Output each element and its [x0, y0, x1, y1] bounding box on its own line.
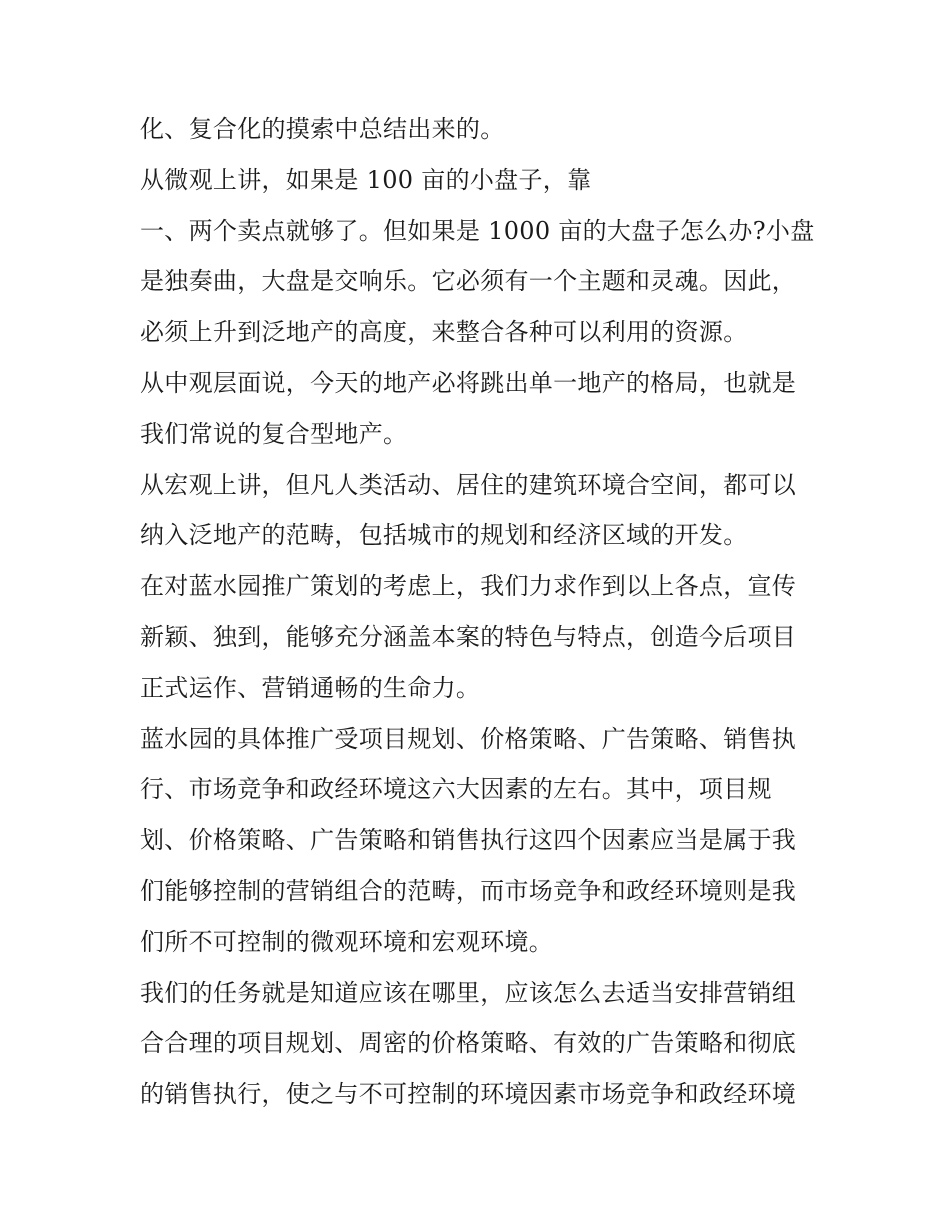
text-line: 化、复合化的摸索中总结出来的。 — [140, 115, 505, 143]
text-line: 纳入泛地产的范畴，包括城市的规划和经济区域的开发。 — [140, 521, 748, 550]
text-line: 行、市场竞争和政经环境这六大因素的左右。其中，项目规 — [140, 775, 772, 804]
text-line: 一、两个卖点就够了。但如果是 1000 亩的大盘子怎么办?小盘 — [140, 216, 815, 245]
text-line: 从中观层面说，今天的地产必将跳出单一地产的格局，也就是 — [140, 368, 797, 397]
text-line: 们能够控制的营销组合的范畴，而市场竞争和政经环境则是我 — [140, 876, 797, 905]
text-line: 我们常说的复合型地产。 — [140, 419, 408, 448]
text-line: 是独奏曲，大盘是交响乐。它必须有一个主题和灵魂。因此， — [140, 267, 797, 296]
text-line: 合合理的项目规划、周密的价格策略、有效的广告策略和彻底 — [140, 1029, 797, 1058]
text-line: 从宏观上讲，但凡人类活动、居住的建筑环境合空间，都可以 — [140, 470, 797, 499]
text-line: 必须上升到泛地产的高度，来整合各种可以利用的资源。 — [140, 318, 748, 347]
text-line: 我们的任务就是知道应该在哪里，应该怎么去适当安排营销组 — [140, 978, 797, 1007]
text-line: 的销售执行，使之与不可控制的环境因素市场竞争和政经环境 — [140, 1080, 797, 1109]
text-line: 新颖、独到，能够充分涵盖本案的特色与特点，创造今后项目 — [140, 622, 797, 651]
text-line: 从微观上讲，如果是 100 亩的小盘子，靠 — [140, 165, 592, 194]
body-text — [140, 104, 830, 1120]
text-line: 们所不可控制的微观环境和宏观环境。 — [140, 927, 554, 956]
text-line: 在对蓝水园推广策划的考虑上，我们力求作到以上各点，宣传 — [140, 572, 797, 601]
text-line: 正式运作、营销通畅的生命力。 — [140, 673, 481, 702]
text-line: 划、价格策略、广告策略和销售执行这四个因素应当是属于我 — [140, 826, 797, 855]
text-line: 蓝水园的具体推广受项目规划、价格策略、广告策略、销售执 — [140, 724, 797, 753]
